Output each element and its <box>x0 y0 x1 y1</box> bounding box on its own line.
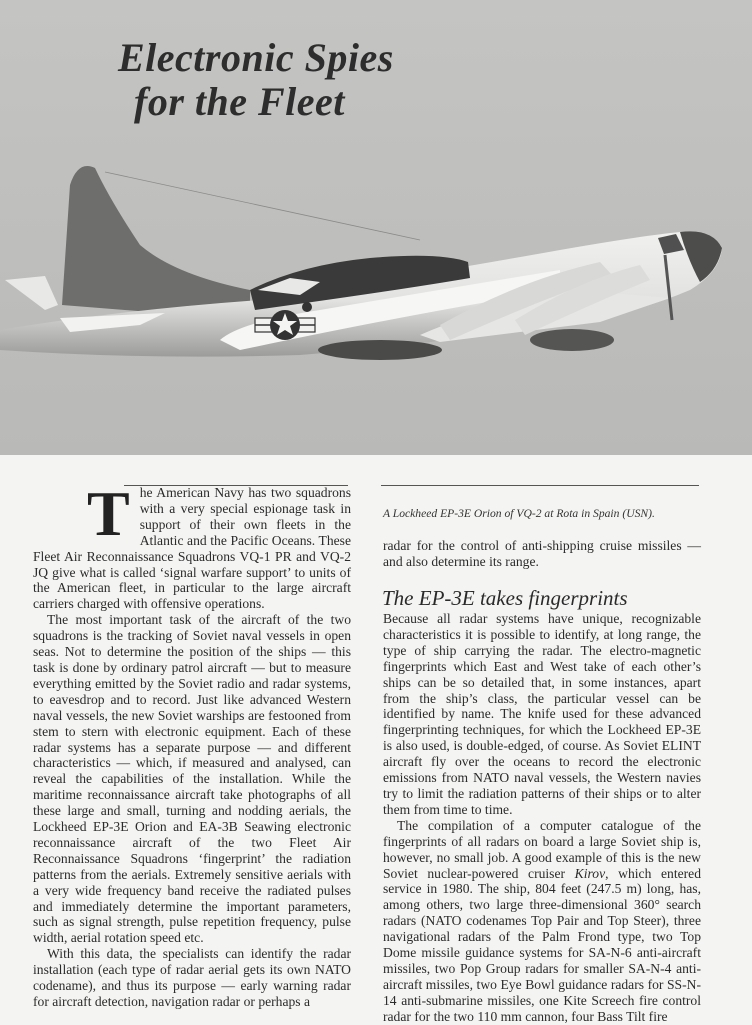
section-paragraph-2-text-a: The compilation of a computer catalogue of the fingerprints of all radars on board a large Soviet ship is, however, no small job. A good example of this is the new Soviet nuclear-powered cruiser <box>383 817 701 881</box>
right-column-continuation <box>383 538 701 570</box>
right-column <box>383 611 701 1025</box>
ship-name-kirov: Kirov <box>574 865 606 881</box>
section-paragraph-1: Because all radar systems have unique, recognizable characteristics it is possible to identify, at long range, the type of ship carrying the radar. The electro-magnetic fingerprints which East and West take of each other’s ships can be so detailed that, in some instances, apart from the ship’s class, the particular vessel can be identified by name. The knife used for these advanced fingerprinting techniques, for which the Lockheed EP-3E is also used, is double-edged, of course. As Soviet ELINT aircraft fly over the oceans to record the electronic emissions from NATO naval vessels, the Western navies try to limit the radiation patterns of their ships or to alter them from time to time. <box>383 611 701 817</box>
continued-paragraph: radar for the control of anti-shipping cruise missiles — and also determine its range. <box>383 538 701 569</box>
article-title <box>118 36 394 124</box>
aircraft-photo <box>0 0 752 455</box>
drop-cap: T <box>87 478 130 549</box>
left-column <box>33 478 351 1010</box>
photo-caption: A Lockheed EP-3E Orion of VQ-2 at Rota in Spain (USN). <box>383 507 655 520</box>
intro-paragraph <box>33 478 351 612</box>
body-paragraph-3: With this data, the specialists can identify the radar installation (each type of radar aerial gets its own NATO codename), and thus its purpose — early warning radar for aircraft detection, navigation radar or perhaps a <box>33 946 351 1009</box>
section-subheading: The EP-3E takes fingerprints <box>382 586 628 610</box>
section-paragraph-2 <box>383 818 701 1025</box>
intro-text: he American Navy has two squadrons with a very special espionage task in support of their own fleets in the Atlantic and the Pacific Oceans. These Fleet Air Reconnaissance Squadrons VQ-1 PR and VQ-2 JQ give what is called ‘signal warfare support’ to units of the American fleet, in particular to the large aircraft carriers charged with offensive operations. <box>33 485 351 612</box>
title-line-2: for the Fleet <box>134 79 345 124</box>
section-paragraph-2-text-b: , which entered service in 1980. The ship, 804 feet (247.5 m) long, has, among others, two large three-dimensional 360° search radars (NATO codenames Top Pair and Top Steer), three navigational radars of the Palm Frond type, two Top Dome missile guidance systems for SA-N-6 anti-aircraft missiles, two Pop Group radars for smaller SA-N-4 anti-aircraft missiles, two Eye Bowl guidance radars for SS-N-14 anti-submarine missiles, one Kite Screech fire control radar for the two 110 mm cannon, four Bass Tilt fire <box>383 865 701 1024</box>
title-line-1: Electronic Spies <box>118 35 394 80</box>
body-paragraph-2: The most important task of the aircraft of the two squadrons is the tracking of Soviet naval vessels in open seas. Not to determine the position of the ships — this task is done by ordinary patrol aircraft — but to measure everything emitted by the Soviet radio and radar systems, to eavesdrop and to record. Just like advanced Western naval vessels, the new Soviet warships are festooned from stem to stern with electronic equipment. Each of these radar systems has a separate purpose — and different characteristics — which, if measured and analysed, can reveal the capabilities of the installation. While the maritime reconnaissance aircraft take photographs of all these large and small, turning and nodding aerials, the Lockheed EP-3E Orion and EA-3B Seawing electronic reconnaissance aircraft of the two Fleet Air Reconnaissance Squadrons ‘fingerprint’ the radiation patterns from the aerials. Extremely sensitive aerials with a very wide frequency band receive the radiated pulses and immediately determine the important parameters, such as signal strength, pulse repetition frequency, pulse width, aerial rotation speed etc. <box>33 612 351 946</box>
right-column-rule <box>381 485 699 486</box>
